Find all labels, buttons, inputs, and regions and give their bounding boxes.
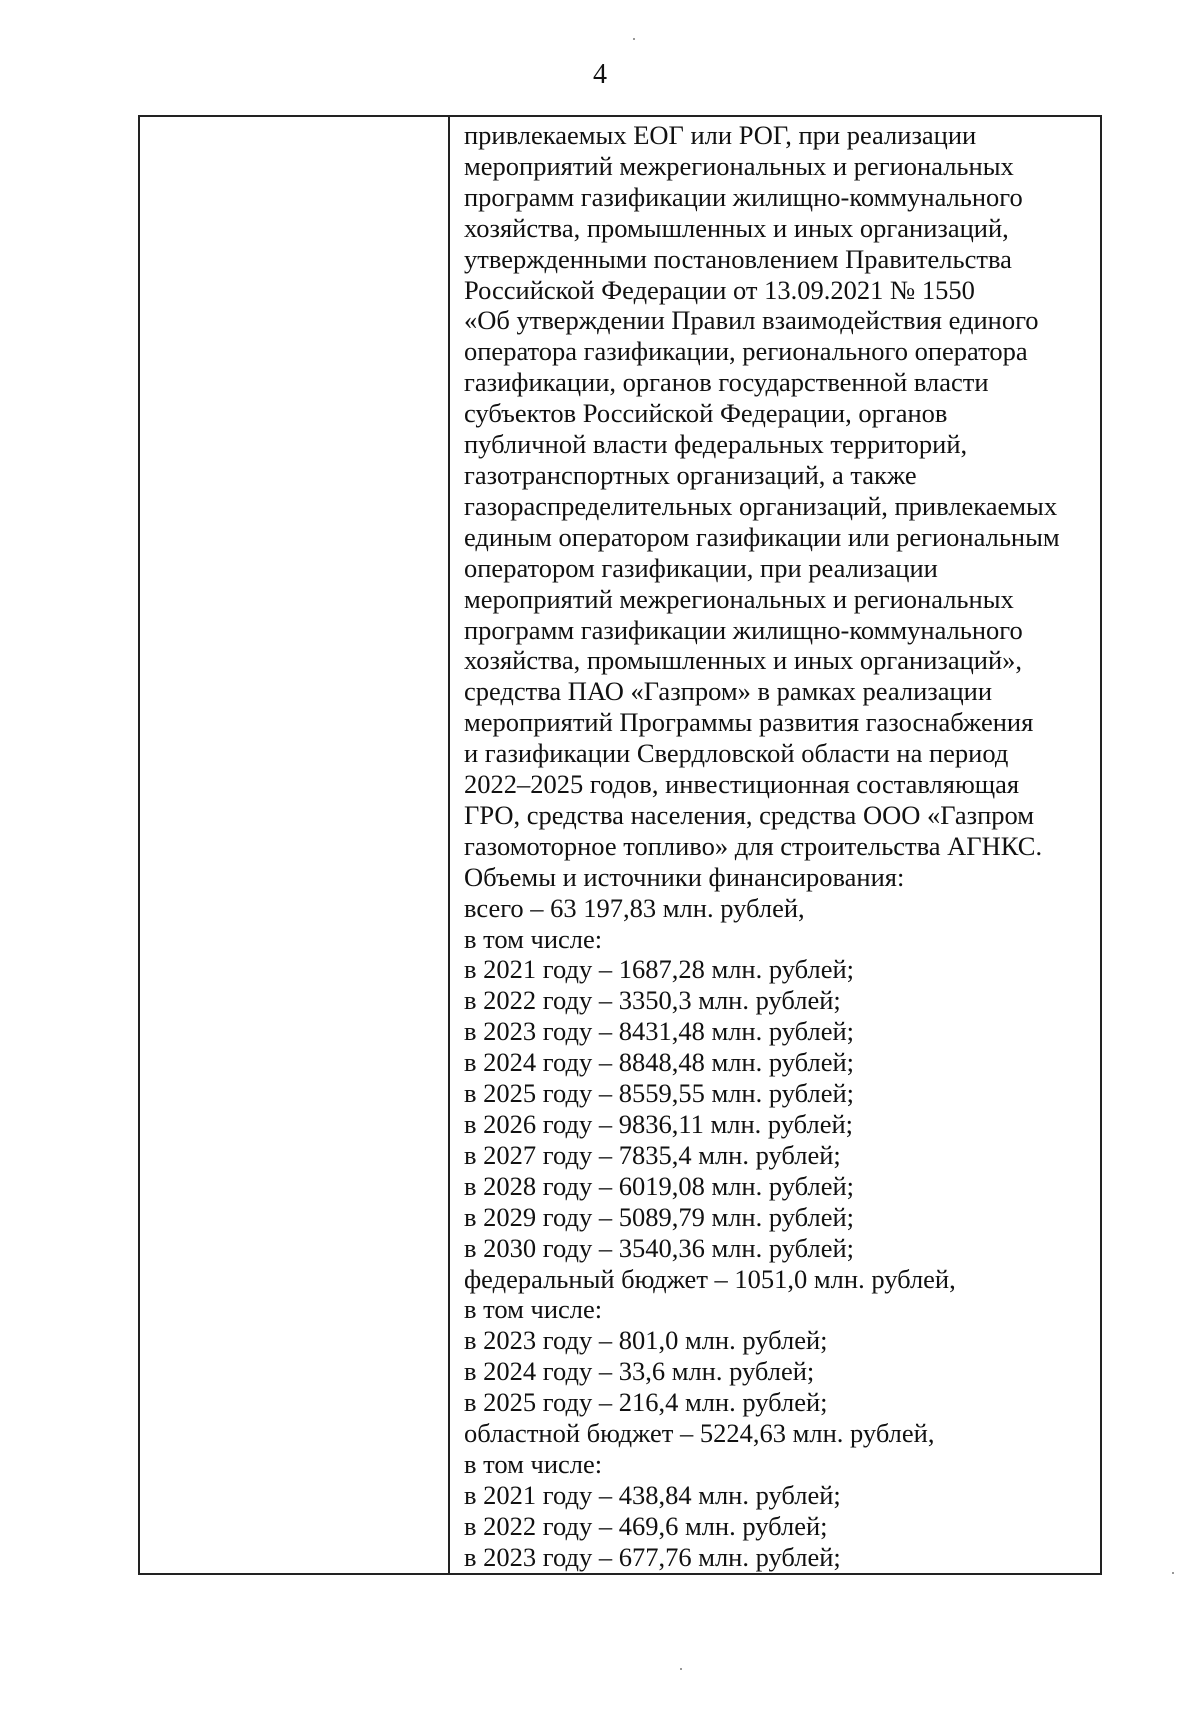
text-line: газотранспортных организаций, а также xyxy=(464,459,917,490)
text-line: единым оператором газификации или региональным xyxy=(464,521,1060,552)
text-line: в 2023 году – 801,0 млн. рублей; xyxy=(464,1325,828,1356)
text-line: в 2030 году – 3540,36 млн. рублей; xyxy=(464,1232,855,1263)
text-line: привлекаемых ЕОГ или РОГ, при реализации xyxy=(464,120,977,150)
text-line: в том числе: xyxy=(464,1294,603,1325)
text-line: федеральный бюджет – 1051,0 млн. рублей, xyxy=(464,1263,956,1294)
text-line: публичной власти федеральных территорий, xyxy=(464,429,968,460)
text-line: газификации, органов государственной власти xyxy=(464,367,989,398)
text-line: субъектов Российской Федерации, органов xyxy=(464,398,948,429)
text-line: в 2021 году – 1687,28 млн. рублей; xyxy=(464,954,855,985)
text-line: ГРО, средства населения, средства ООО «Газпром xyxy=(464,799,1035,830)
text-line: в 2022 году – 469,6 млн. рублей; xyxy=(464,1510,828,1541)
text-line: средства ПАО «Газпром» в рамках реализации xyxy=(464,676,993,707)
text-line: в 2023 году – 8431,48 млн. рублей; xyxy=(464,1016,855,1047)
text-line: в 2025 году – 8559,55 млн. рублей; xyxy=(464,1078,855,1109)
text-line: в 2027 году – 7835,4 млн. рублей; xyxy=(464,1139,841,1170)
text-line: в 2024 году – 33,6 млн. рублей; xyxy=(464,1356,815,1387)
text-line: в 2022 году – 3350,3 млн. рублей; xyxy=(464,985,841,1016)
text-line: в 2021 году – 438,84 млн. рублей; xyxy=(464,1479,841,1510)
page-number: 4 xyxy=(593,59,607,90)
text-line: мероприятий Программы развития газоснабжения xyxy=(464,707,1034,738)
document-table xyxy=(138,115,1102,1575)
text-line: 2022–2025 годов, инвестиционная составляющая xyxy=(464,769,1020,800)
text-line: областной бюджет – 5224,63 млн. рублей, xyxy=(464,1418,935,1449)
text-line: в 2026 году – 9836,11 млн. рублей; xyxy=(464,1109,854,1139)
text-line: хозяйства, промышленных и иных организаций», xyxy=(464,645,1023,676)
text-line: программ газификации жилищно-коммунального xyxy=(464,181,1023,212)
scan-speck xyxy=(1172,1572,1174,1574)
text-line: оператора газификации, регионального оператора xyxy=(464,336,1028,367)
text-line: Объемы и источники финансирования: xyxy=(464,861,905,892)
text-line: газомоторное топливо» для строительства АГНКС. xyxy=(464,830,1043,861)
text-line: мероприятий межрегиональных и региональных xyxy=(464,583,1014,614)
text-line: программ газификации жилищно-коммунального xyxy=(464,614,1023,645)
scan-speck xyxy=(680,1668,682,1670)
text-line: всего – 63 197,83 млн. рублей, xyxy=(464,892,805,923)
scan-speck xyxy=(633,38,635,40)
text-line: в том числе: xyxy=(464,923,603,954)
text-line: в том числе: xyxy=(464,1448,603,1479)
text-line: в 2028 году – 6019,08 млн. рублей; xyxy=(464,1170,855,1201)
text-line: хозяйства, промышленных и иных организаций, xyxy=(464,212,1009,243)
text-line: в 2024 году – 8848,48 млн. рублей; xyxy=(464,1047,855,1078)
text-line: оператором газификации, при реализации xyxy=(464,552,938,583)
text-line: и газификации Свердловской области на период xyxy=(464,738,1009,769)
text-line: утвержденными постановлением Правительства xyxy=(464,243,1012,274)
text-line: Российской Федерации от 13.09.2021 № 1550 xyxy=(464,274,975,305)
table-right-cell xyxy=(450,117,1100,1573)
table-left-cell xyxy=(140,117,450,1573)
text-line: в 2025 году – 216,4 млн. рублей; xyxy=(464,1387,828,1418)
text-line: мероприятий межрегиональных и региональных xyxy=(464,150,1014,181)
text-line: в 2029 году – 5089,79 млн. рублей; xyxy=(464,1201,855,1232)
text-line: «Об утверждении Правил взаимодействия единого xyxy=(464,305,1039,336)
text-line: в 2023 году – 677,76 млн. рублей; xyxy=(464,1541,841,1572)
text-line: газораспределительных организаций, привлекаемых xyxy=(464,490,1058,521)
